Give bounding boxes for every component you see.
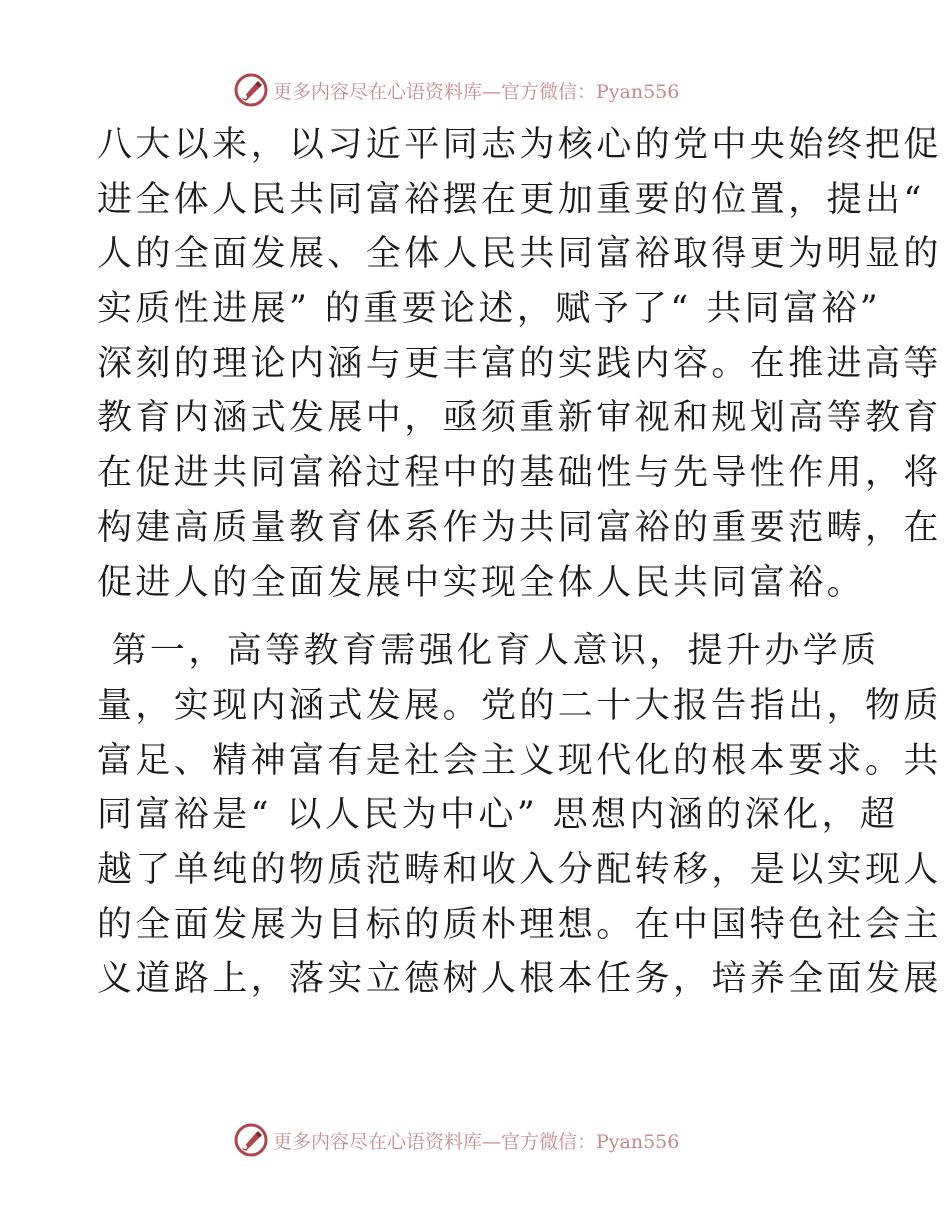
watermark-text: 更多内容尽在心语资料库—官方微信：Pyan556 [273, 80, 680, 103]
text-line: 实质性进展” 的重要论述，赋予了“ 共同富裕” [97, 289, 882, 330]
text-line: 量，实现内涵式发展。党的二十大报告指出，物质 [97, 685, 942, 726]
text-line: 人的全面发展、全体人民共同富裕取得更为明显的 [97, 234, 942, 275]
text-line: 义道路上，落实立德树人根本任务，培养全面发展 [97, 959, 942, 1000]
paragraph-gap [97, 610, 857, 624]
paragraph-1 [97, 118, 942, 610]
watermark-text: 更多内容尽在心语资料库—官方微信：Pyan556 [273, 1130, 680, 1153]
text-line: 同富裕是“ 以人民为中心” 思想内涵的深化，超 [97, 795, 899, 836]
header-watermark [233, 70, 679, 110]
paragraph-2 [97, 624, 942, 1007]
text-line: 八大以来，以习近平同志为核心的党中央始终把促 [97, 125, 942, 165]
footer-watermark [233, 1120, 679, 1160]
text-line: 富足、精神富有是社会主义现代化的根本要求。共 [97, 740, 942, 781]
text-line: 进全体人民共同富裕摆在更加重要的位置，提出“ [97, 179, 925, 220]
text-line: 第一，高等教育需强化育人意识，提升办学质 [97, 631, 880, 672]
text-line: 在促进共同富裕过程中的基础性与先导性作用，将 [97, 453, 942, 494]
text-line: 深刻的理论内涵与更丰富的实践内容。在推进高等 [97, 343, 942, 384]
text-line: 的全面发展为目标的质朴理想。在中国特色社会主 [97, 904, 942, 945]
pen-logo-icon [233, 72, 269, 108]
document-body [97, 118, 942, 1007]
text-line: 教育内涵式发展中，亟须重新审视和规划高等教育 [97, 398, 942, 439]
text-line: 构建高质量教育体系作为共同富裕的重要范畴，在 [97, 507, 942, 548]
pen-logo-icon [233, 1122, 269, 1158]
text-line: 促进人的全面发展中实现全体人民共同富裕。 [97, 562, 866, 603]
text-line: 越了单纯的物质范畴和收入分配转移，是以实现人 [97, 849, 942, 890]
